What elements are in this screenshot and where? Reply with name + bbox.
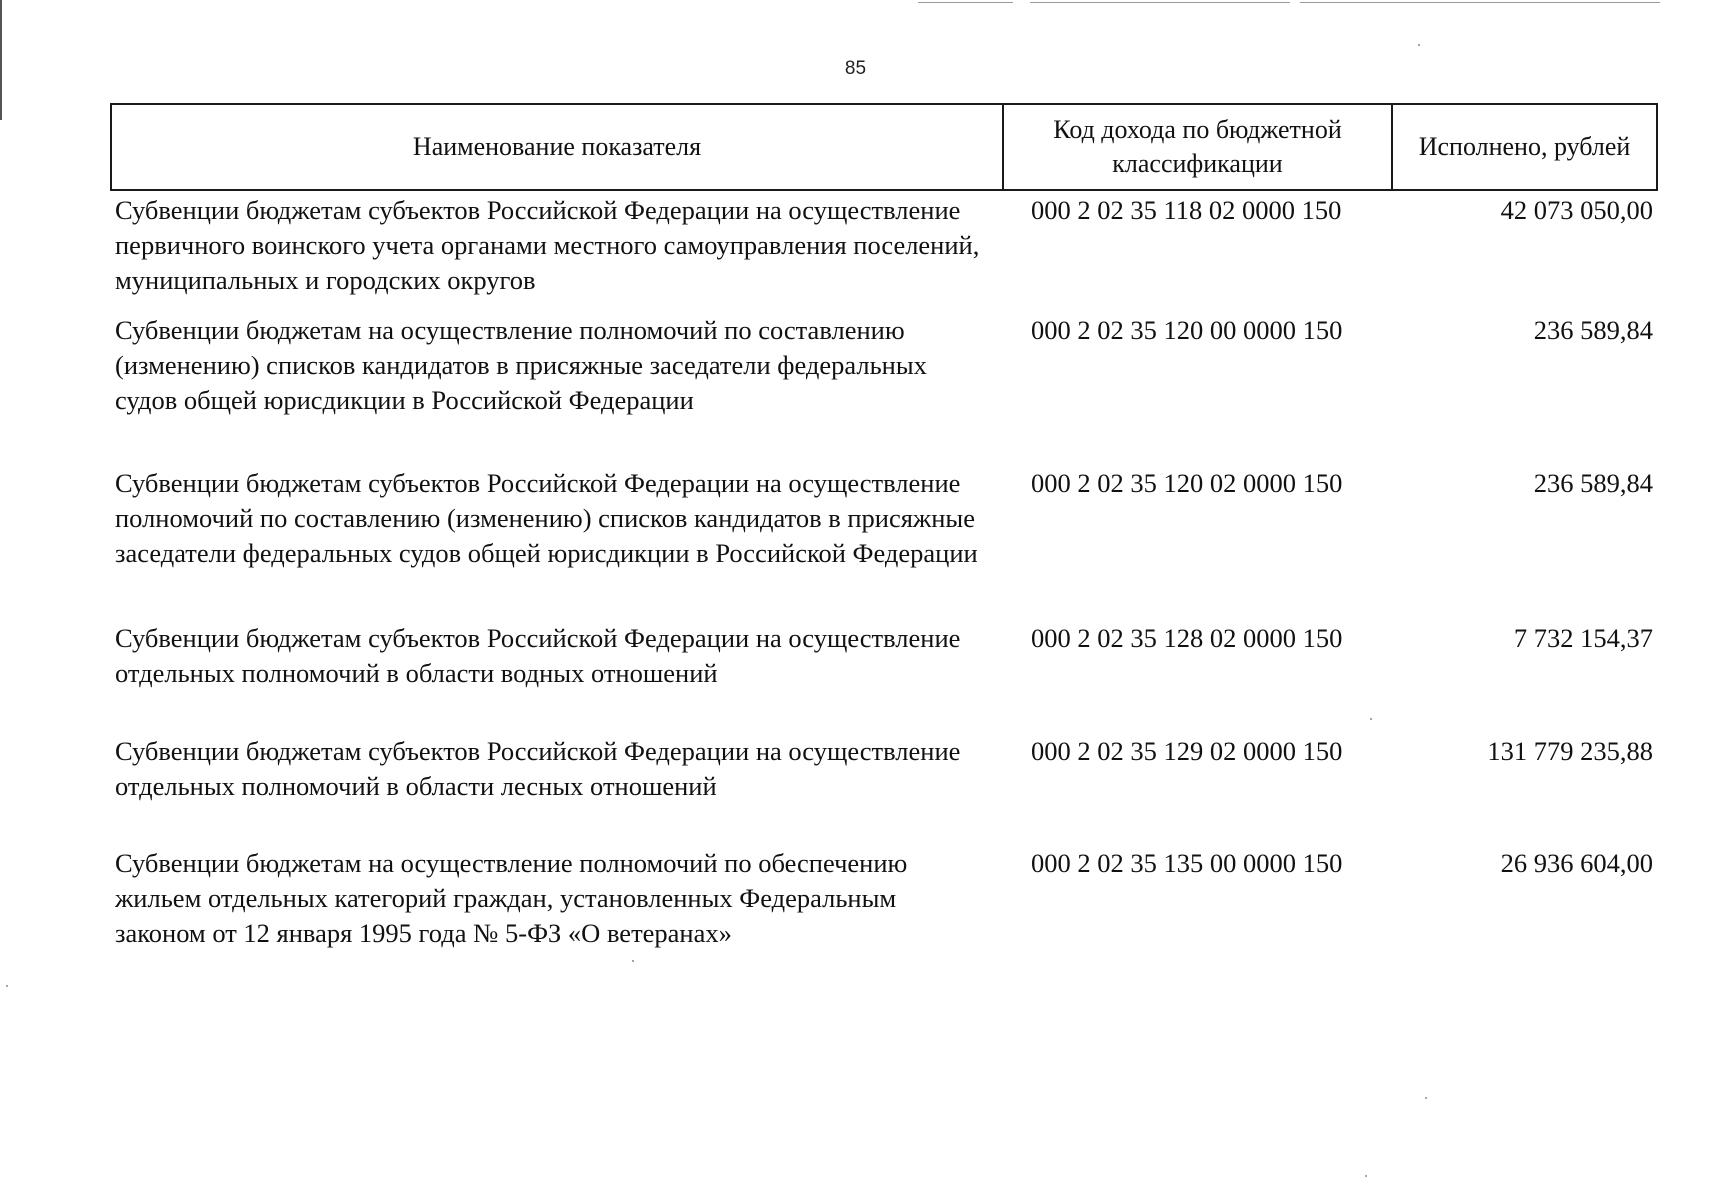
revenue-code-cell: 000 2 02 35 128 02 0000 150 (1031, 623, 1343, 653)
executed-amount-cell: 26 936 604,00 (1500, 848, 1653, 878)
executed-amount-cell: 236 589,84 (1533, 315, 1653, 345)
indicator-name-cell: Субвенции бюджетам на осуществление полномочий по составлению (изменению) списков кандидатов в присяжные заседатели федеральных судов общей юрисдикции в Российской Федерации (115, 315, 927, 415)
scan-top-rule (1300, 2, 1660, 3)
executed-amount-cell: 7 732 154,37 (1513, 623, 1653, 653)
scan-speck (1365, 1175, 1367, 1177)
executed-amount-cell: 236 589,84 (1533, 468, 1653, 498)
scan-speck (1370, 718, 1372, 720)
executed-amount-cell: 42 073 050,00 (1500, 195, 1653, 225)
revenue-code-cell: 000 2 02 35 120 00 0000 150 (1031, 315, 1343, 345)
table-row (111, 464, 1657, 619)
revenue-code-cell: 000 2 02 35 129 02 0000 150 (1031, 736, 1343, 766)
indicator-name-cell: Субвенции бюджетам субъектов Российской Федерации на осуществление отдельных полномочий в области водных отношений (115, 623, 961, 688)
revenue-code-cell: 000 2 02 35 118 02 0000 150 (1031, 195, 1342, 225)
table-row (111, 732, 1657, 844)
table-header (111, 104, 1657, 190)
page-number: 85 (844, 58, 867, 79)
executed-amount-cell: 131 779 235,88 (1487, 736, 1653, 766)
revenue-code-cell: 000 2 02 35 120 02 0000 150 (1031, 468, 1343, 498)
header-row (111, 104, 1657, 190)
scan-speck (1425, 1097, 1427, 1099)
indicator-name-cell: Субвенции бюджетам на осуществление полномочий по обеспечению жильем отдельных категорий граждан, установленных Федеральным законом от 12 января 1995 года № 5-ФЗ «О ветеранах» (115, 848, 908, 948)
table-row (111, 311, 1657, 464)
header-revenue-code: Код дохода по бюджетной классификации (1003, 104, 1392, 190)
table-body (111, 190, 1657, 956)
scan-speck (632, 960, 634, 962)
indicator-name-cell: Субвенции бюджетам субъектов Российской Федерации на осуществление полномочий по составлению (изменению) списков кандидатов в присяжные заседатели федеральных судов общей юрисдикции в Российской Федерации (115, 468, 978, 568)
table-row (111, 190, 1657, 311)
scan-speck (1418, 44, 1420, 46)
scan-top-rule (918, 2, 1013, 3)
indicator-name-cell: Субвенции бюджетам субъектов Российской Федерации на осуществление отдельных полномочий в области лесных отношений (115, 736, 961, 801)
scan-top-rule (1030, 2, 1290, 3)
table-row (111, 619, 1657, 732)
header-indicator-name: Наименование показателя (111, 104, 1003, 190)
table-row (111, 844, 1657, 956)
header-executed-amount: Исполнено, рублей (1392, 104, 1657, 190)
scan-speck (6, 985, 8, 987)
revenue-table (110, 103, 1658, 956)
revenue-code-cell: 000 2 02 35 135 00 0000 150 (1031, 848, 1343, 878)
indicator-name-cell: Субвенции бюджетам субъектов Российской Федерации на осуществление первичного воинского учета органами местного самоуправления поселений, муниципальных и городских округов (115, 195, 980, 295)
